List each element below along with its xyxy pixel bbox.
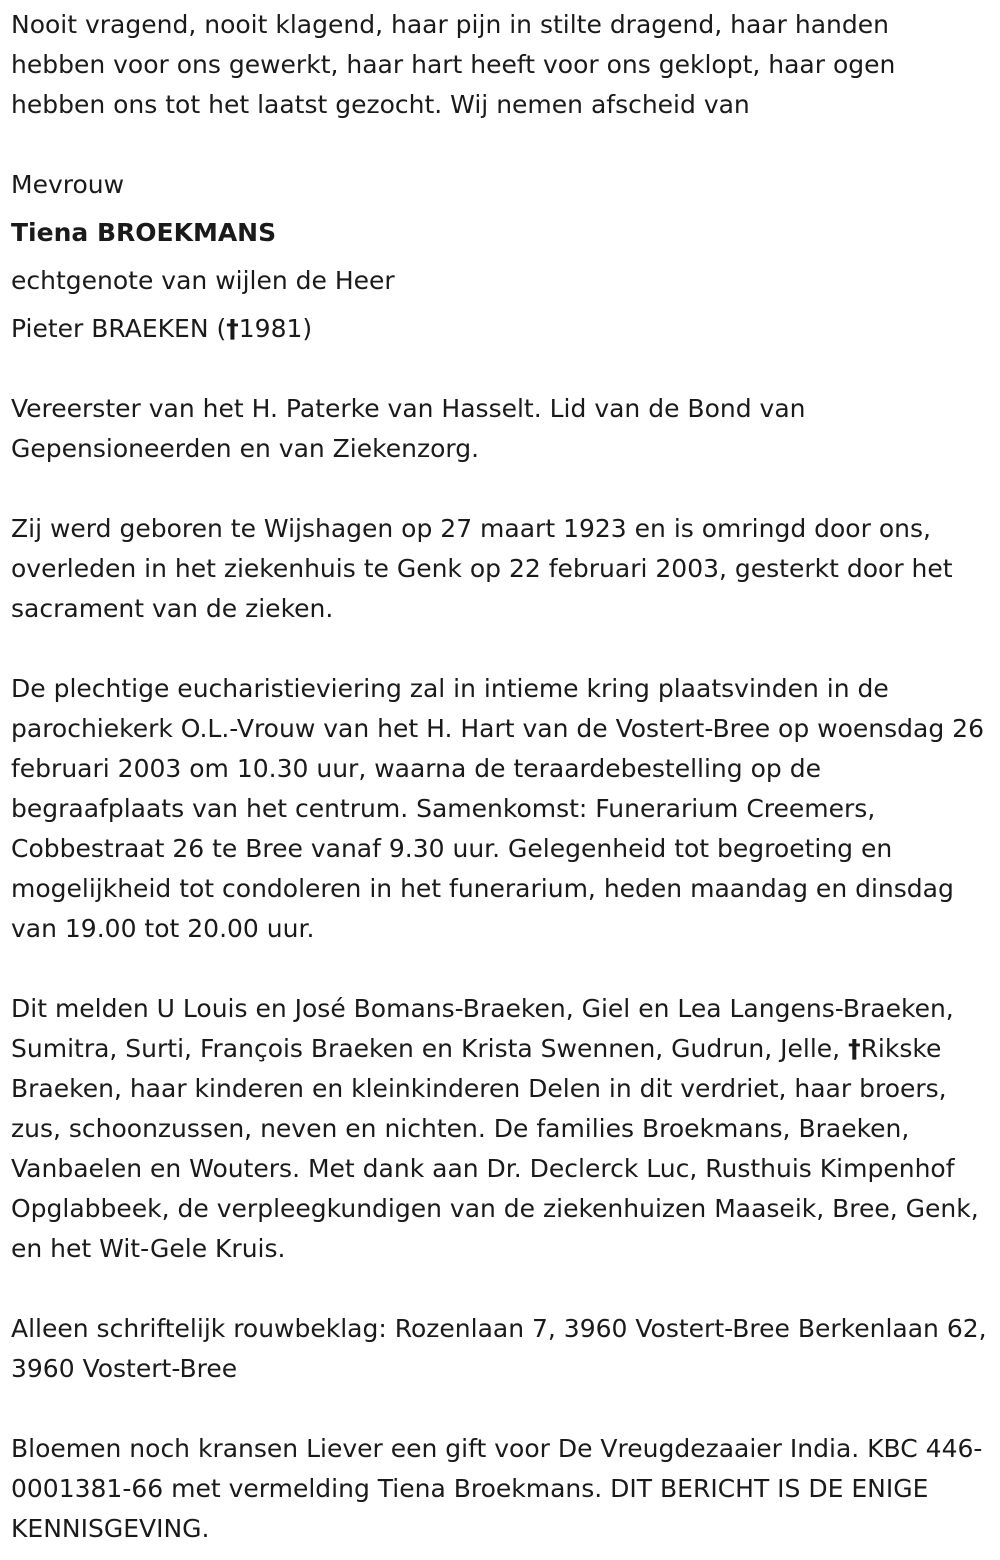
flowers-paragraph: Bloemen noch kransen Liever een gift voor De Vreugdezaaier India. KBC 446-0001381-66 met vermelding Tiena Broekmans. DIT BERICHT IS DE ENIGE KENNISGEVING. <box>11 1434 983 1543</box>
intro-paragraph: Nooit vragend, nooit klagend, haar pijn in stilte dragend, haar handen hebben voor ons gewerkt, haar hart heeft voor ons geklopt, haar ogen hebben ons tot het laatst gezocht. Wij nemen afscheid van <box>11 10 896 119</box>
ceremony-paragraph: De plechtige eucharistieviering zal in intieme kring plaatsvinden in de parochiekerk O.L.-Vrouw van het H. Hart van de Vostert-Bree op woensdag 26 februari 2003 om 10.30 uur, waarna de teraardebestelling op de begraafplaats van het centrum. Samenkomst: Funerarium Creemers, Cobbestraat 26 te Bree vanaf 9.30 uur. Gelegenheid tot begroeting en mogelijkheid tot condoleren in het funerarium, heden maandag en dinsdag van 19.00 tot 20.00 uur. <box>11 674 984 943</box>
deceased-block <box>11 165 990 349</box>
spouse-name-text: Pieter BRAEKEN ( <box>11 314 227 343</box>
spouse-line: echtgenote van wijlen de Heer <box>11 266 395 295</box>
family-paragraph <box>11 989 990 1269</box>
family-text-start: Dit melden U Louis en José Bomans-Braeken, Giel en Lea Langens-Braeken, Sumitra, Surti, François Braeken en Krista Swennen, Gudrun, Jelle, <box>11 994 954 1063</box>
spouse-name <box>11 309 990 349</box>
memberships-paragraph: Vereerster van het H. Paterke van Hasselt. Lid van de Bond van Gepensioneerden en van Ziekenzorg. <box>11 394 806 463</box>
birth-death-paragraph: Zij werd geboren te Wijshagen op 27 maart 1923 en is omringd door ons, overleden in het ziekenhuis te Genk op 22 februari 2003, gesterkt door het sacrament van de zieken. <box>11 514 953 623</box>
deceased-name: Tiena BROEKMANS <box>11 218 277 247</box>
salutation: Mevrouw <box>11 170 125 199</box>
condolences-paragraph: Alleen schriftelijk rouwbeklag: Rozenlaan 7, 3960 Vostert-Bree Berkenlaan 62, 3960 Vostert-Bree <box>11 1314 987 1383</box>
family-text-end: Rikske Braeken, haar kinderen en kleinkinderen Delen in dit verdriet, haar broers, zus, schoonzussen, neven en nichten. De families Broekmans, Braeken, Vanbaelen en Wouters. Met dank aan Dr. Declerck Luc, Rusthuis Kimpenhof Opglabbeek, de verpleegkundigen van de ziekenhuizen Maaseik, Bree, Genk, en het Wit-Gele Kruis. <box>11 1034 979 1263</box>
cross-icon: † <box>226 314 239 343</box>
cross-icon: † <box>848 1034 861 1063</box>
spouse-year: 1981) <box>238 314 313 343</box>
